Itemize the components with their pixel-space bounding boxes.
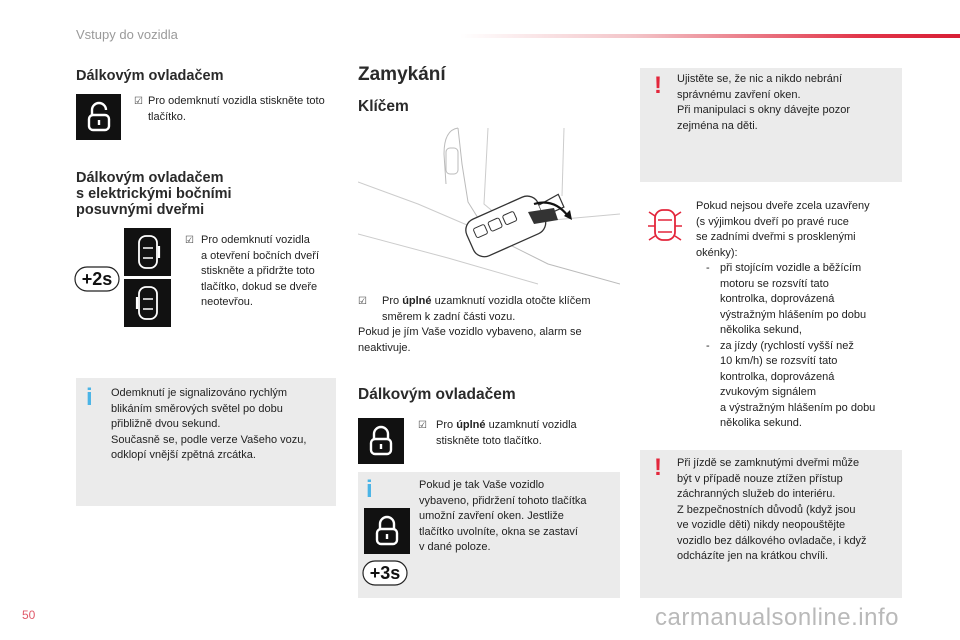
text-line: Při jízdě se zamknutými dveřmi může: [677, 457, 860, 469]
locking-title: Zamykání: [358, 64, 446, 85]
remote-unlock-title: Dálkovým ovladačem: [76, 68, 224, 84]
text-line: tlačítko, dokud se dveře: [201, 280, 318, 293]
text-line: být v případě nouze ztížen přístup: [677, 472, 843, 485]
doors-list-item-2: [696, 339, 906, 432]
text-line: výstražným hlášením po dobu: [720, 308, 867, 321]
unlock-button-icon: [76, 94, 121, 140]
text-line: Z bezpečnostních důvodů (když jsou: [677, 503, 856, 516]
text-line: Ujistěte se, že nic a nikdo nebrání: [677, 73, 843, 85]
text-line: vybaveno, přidržení tohoto tlačítka: [419, 494, 587, 507]
info-icon: i: [86, 384, 93, 411]
text-line: v dané poloze.: [419, 541, 491, 553]
warning-windows-text: [677, 72, 897, 134]
key-lock-text: [358, 294, 620, 356]
text-line: 10 km/h) se rozsvítí tato: [720, 355, 838, 367]
text-line: ve vozidle děti) nikdy neopouštějte: [677, 519, 846, 531]
sliding-title-line: posuvnými dveřmi: [76, 202, 205, 218]
doors-not-closed-text: [696, 199, 906, 432]
text-line: a výstražným hlášením po dobu: [720, 401, 876, 414]
text-line: kontrolka, doprovázená: [720, 293, 835, 305]
text-line: (s výjimkou dveří po pravé ruce: [696, 215, 849, 228]
text-fragment: uzamknutí vozidla: [485, 419, 577, 431]
text-line: Při manipulaci s okny dávejte pozor: [677, 104, 851, 116]
info-icon: i: [366, 476, 373, 503]
badge-3s-text: +3s: [369, 562, 401, 583]
text-line: několika sekund.: [720, 417, 802, 429]
text-line: stiskněte a přidržte toto: [201, 265, 315, 277]
hold-2s-badge: [74, 266, 120, 292]
text-line: správnému zavření oken.: [677, 88, 801, 101]
bullet-icon: ☑: [185, 235, 194, 246]
list-dash: -: [706, 339, 710, 352]
side-door-open-icon-2: [124, 279, 171, 327]
text-line: Pokud je jím Vaše vozidlo vybaveno, alarm se: [358, 326, 582, 338]
section-header: Vstupy do vozidla: [76, 27, 178, 42]
bullet-icon: ☑: [358, 296, 367, 307]
watermark: carmanualsonline.info: [655, 604, 899, 631]
door-open-warning-icon: [646, 206, 684, 244]
text-line: motoru se rozsvítí tato: [720, 277, 829, 290]
text-fragment: Pro: [382, 295, 403, 307]
text-line: vozidlo bez dálkového ovladače, i když: [677, 534, 867, 547]
key-illustration: [358, 124, 620, 288]
text-line: a otevření bočních dveří: [201, 249, 320, 262]
doors-list-item-1: [696, 261, 906, 339]
list-dash: -: [706, 262, 710, 274]
header-accent-line: [460, 34, 960, 38]
text-line: při stojícím vozidle a běžícím: [720, 262, 862, 274]
text-line: za jízdy (rychlostí vyšší než: [720, 339, 854, 352]
sliding-title-line: s elektrickými bočními: [76, 186, 232, 202]
text-line: stiskněte toto tlačítko.: [436, 434, 542, 447]
remote-unlock-bullet: [134, 94, 344, 125]
page-number: 50: [22, 608, 36, 622]
text-line: okénky):: [696, 246, 738, 259]
text-line: zejména na děti.: [677, 119, 758, 132]
warning-icon: !: [654, 454, 662, 481]
sliding-doors-title: [76, 170, 316, 218]
text-fragment: Pro: [436, 419, 457, 431]
text-line: neotevřou.: [201, 296, 253, 308]
emphasis-text: úplné: [402, 295, 432, 307]
remote-lock-title: Dálkovým ovladačem: [358, 386, 516, 403]
text-line: Pro odemknutí vozidla: [201, 234, 310, 246]
bullet-icon: ☑: [134, 96, 143, 107]
side-door-open-icon: [124, 228, 171, 276]
sliding-doors-bullet: [185, 233, 345, 311]
text-line: odklopí vnější zpětná zrcátka.: [111, 449, 256, 461]
text-line: kontrolka, doprovázená: [720, 370, 835, 383]
info-windows-text: [419, 478, 619, 556]
text-line: směrem k zadní části vozu.: [382, 310, 516, 323]
hold-3s-badge: [362, 560, 408, 586]
text-line: odcházíte jen na krátkou chvíli.: [677, 550, 829, 562]
text-line: záchranných služeb do interiéru.: [677, 488, 836, 500]
text-line: tlačítko uvolníte, okna se zastaví: [419, 525, 578, 538]
text-line: Odemknutí je signalizováno rychlým: [111, 387, 288, 399]
text-line: několika sekund,: [720, 324, 802, 336]
text-fragment: uzamknutí vozidla otočte klíčem: [431, 295, 591, 307]
text-line: Současně se, podle verze Vašeho vozu,: [111, 433, 307, 446]
remote-unlock-text: Pro odemknutí vozidla stiskněte toto tlačítko.: [148, 95, 325, 123]
badge-2s-text: +2s: [81, 268, 113, 289]
remote-lock-text: [418, 418, 618, 449]
text-line: Pokud je tak Vaše vozidlo: [419, 479, 545, 491]
text-line: umožní zavření oken. Jestliže: [419, 510, 564, 522]
text-line: přibližně dvou sekund.: [111, 418, 221, 430]
lock-button-icon-2: [364, 508, 410, 554]
text-line: neaktivuje.: [358, 341, 411, 354]
warning-locked-driving-text: [677, 456, 901, 565]
warning-icon: !: [654, 72, 662, 99]
text-line: Pokud nejsou dveře zcela uzavřeny: [696, 200, 870, 212]
emphasis-text: úplné: [456, 419, 486, 431]
bullet-icon: ☑: [418, 420, 427, 431]
text-line: blikáním směrových světel po dobu: [111, 402, 283, 415]
sliding-title-line: Dálkovým ovladačem: [76, 170, 224, 186]
text-line: se zadními dveřmi s prosklenými: [696, 231, 856, 243]
with-key-title: Klíčem: [358, 98, 409, 115]
lock-button-icon: [358, 418, 404, 464]
text-line: zvukovým signálem: [720, 386, 816, 398]
info-unlock-text: [111, 386, 335, 464]
